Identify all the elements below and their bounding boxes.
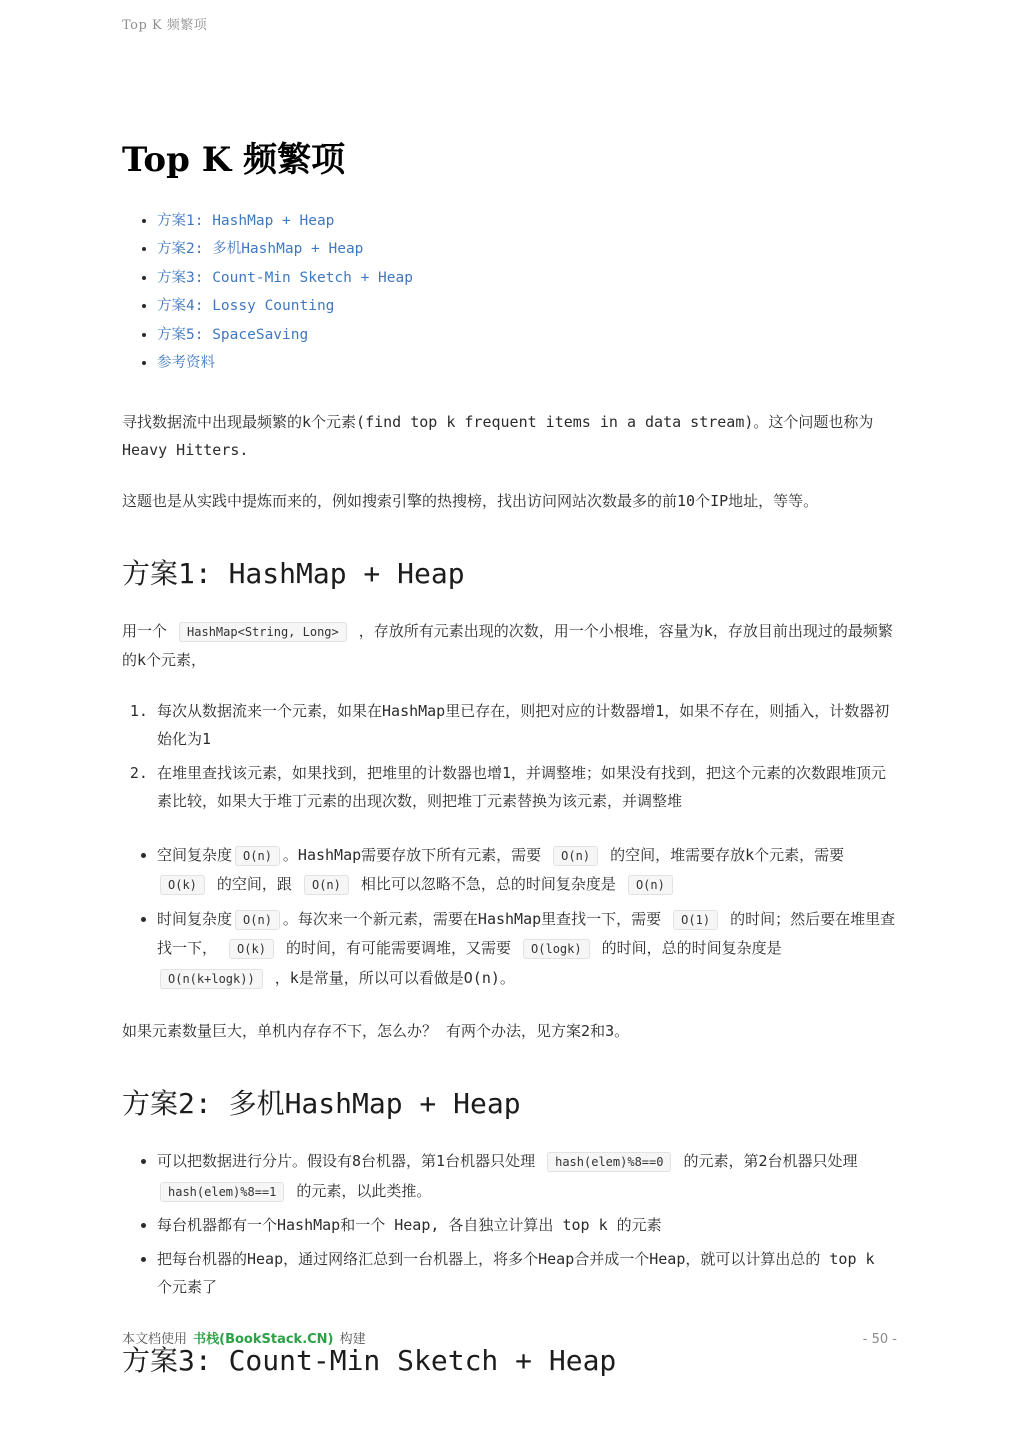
text-run: 的空间，堆需要存放k个元素，需要 — [601, 845, 845, 864]
footer-build-note — [122, 1328, 366, 1347]
bullet-list-item — [157, 841, 897, 900]
inline-code: O(n) — [304, 875, 349, 895]
page-footer — [122, 1328, 897, 1347]
section1-intro-paragraph — [122, 617, 897, 674]
toc-item — [157, 321, 897, 350]
toc-item — [157, 264, 897, 293]
toc-link-plan1[interactable]: 方案1: HashMap + Heap — [157, 212, 335, 229]
section1-complexity-list — [122, 841, 897, 994]
bookstack-brand-link[interactable]: 书栈(BookStack.CN) — [193, 1332, 334, 1347]
inline-code: O(logk) — [523, 939, 590, 959]
inline-code: O(n(k+logk)) — [160, 969, 263, 989]
inline-code: O(n) — [553, 846, 598, 866]
inline-code: O(n) — [235, 910, 280, 930]
toc-link-plan2[interactable]: 方案2: 多机HashMap + Heap — [157, 241, 364, 258]
running-header-title: Top K 频繁项 — [122, 18, 208, 33]
text-run: 。HashMap需要存放下所有元素，需要 — [282, 845, 551, 864]
section1-step-list — [122, 697, 897, 815]
text-run: 用一个 — [122, 621, 177, 640]
page-title: Top K 频繁项 — [122, 140, 346, 180]
text-run: ，k是常量，所以可以看做是O(n)。 — [265, 968, 515, 987]
text-run: 的元素，以此类推。 — [287, 1181, 432, 1200]
footer-text-prefix: 本文档使用 — [122, 1332, 192, 1347]
bullet-list-item — [157, 1245, 897, 1302]
section1-heading: 方案1: HashMap + Heap — [122, 556, 465, 590]
text-run: 的元素，第2台机器只处理 — [674, 1152, 858, 1171]
text-run: 的时间，有可能需要调堆，又需要 — [276, 939, 521, 958]
page-number: - 50 - — [862, 1332, 897, 1347]
inline-code: O(1) — [673, 910, 718, 930]
toc-link-plan5[interactable]: 方案5: SpaceSaving — [157, 326, 309, 343]
text-run: 可以把数据进行分片。假设有8台机器，第1台机器只处理 — [157, 1152, 545, 1171]
ordered-list-item: 2. 在堆里查找该元素，如果找到，把堆里的计数器也增1，并调整堆；如果没有找到，把这个元素的次数跟堆顶元素比较，如果大于堆丁元素的出现次数，则把堆丁元素替换为该元素，并调整堆 — [157, 759, 897, 815]
inline-code: O(k) — [160, 875, 205, 895]
toc-link-plan3[interactable]: 方案3: Count-Min Sketch + Heap — [157, 269, 413, 286]
text-run: 。每次来一个新元素，需要在HashMap里查找一下，需要 — [282, 909, 671, 928]
text-run: 空间复杂度 — [157, 845, 233, 864]
toc-item — [157, 207, 897, 236]
text-run: 每台机器都有一个HashMap和一个 Heap, 各自独立计算出 top k 的元素 — [157, 1216, 662, 1235]
text-run: ，存放所有元素出现的次数，用一个小根堆，容量为k，存放目前出现过的最频繁的k个元素， — [122, 621, 893, 669]
inline-code: HashMap<String, Long> — [179, 622, 347, 642]
intro-paragraph-1: 寻找数据流中出现最频繁的k个元素(find top k frequent items in a data stream)。这个问题也称为 Heavy Hitters. — [122, 412, 874, 459]
text-run: 的时间，总的时间复杂度是 — [592, 939, 782, 958]
inline-code: hash(elem)%8==0 — [547, 1152, 671, 1172]
text-run: 的空间，跟 — [207, 875, 301, 894]
toc-list — [122, 207, 897, 378]
inline-code: hash(elem)%8==1 — [160, 1182, 284, 1202]
bullet-list-item — [157, 1211, 897, 1240]
bullet-list-item — [157, 905, 897, 994]
text-run: 时间复杂度 — [157, 909, 233, 928]
inline-code: O(k) — [229, 939, 274, 959]
section2-heading: 方案2: 多机HashMap + Heap — [122, 1087, 521, 1121]
toc-link-references[interactable]: 参考资料 — [157, 355, 215, 372]
toc-link-plan4[interactable]: 方案4: Lossy Counting — [157, 298, 335, 315]
section2-bullet-list — [122, 1147, 897, 1302]
section1-outro-paragraph: 如果元素数量巨大，单机内存存不下，怎么办？ 有两个办法，见方案2和3。 — [122, 1022, 630, 1041]
toc-item — [157, 235, 897, 264]
text-run: 相比可以忽略不急，总的时间复杂度是 — [351, 875, 625, 894]
ordered-list-item: 1. 每次从数据流来一个元素，如果在HashMap里已存在，则把对应的计数器增1，如果不存在，则插入，计数器初始化为1 — [157, 697, 897, 753]
inline-code: O(n) — [628, 875, 673, 895]
inline-code: O(n) — [235, 846, 280, 866]
bullet-list-item — [157, 1147, 897, 1206]
section3-heading: 方案3: Count-Min Sketch + Heap — [122, 1343, 617, 1377]
toc-item — [157, 292, 897, 321]
text-run: 把每台机器的Heap，通过网络汇总到一台机器上，将多个Heap合并成一个Heap，就可以计算出总的 top k 个元素了 — [157, 1249, 875, 1297]
toc-item — [157, 349, 897, 378]
footer-text-suffix: 构建 — [335, 1332, 366, 1347]
intro-paragraph-2: 这题也是从实践中提炼而来的，例如搜索引擎的热搜榜，找出访问网站次数最多的前10个IP地址，等等。 — [122, 491, 819, 510]
text-run: 的时间；然后要在堆里查找一下， — [157, 909, 896, 958]
